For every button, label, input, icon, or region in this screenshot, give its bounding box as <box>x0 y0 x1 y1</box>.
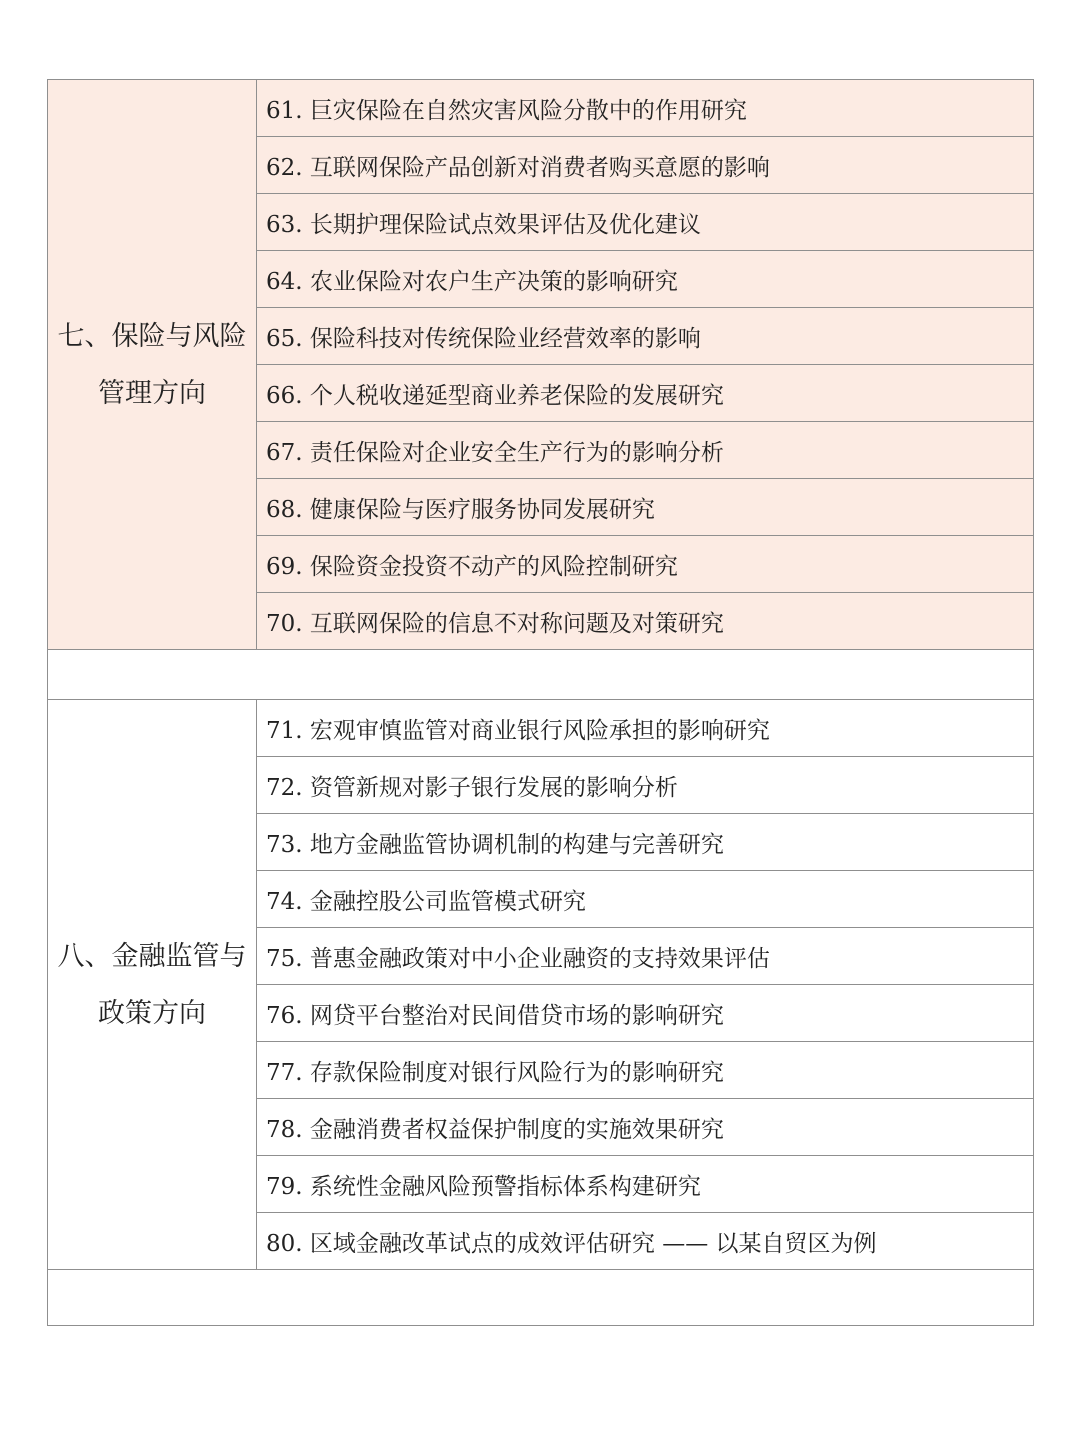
topic-item: 62. 互联网保险产品创新对消费者购买意愿的影响 <box>257 137 1034 194</box>
topic-item: 77. 存款保险制度对银行风险行为的影响研究 <box>257 1042 1034 1099</box>
topic-item: 67. 责任保险对企业安全生产行为的影响分析 <box>257 422 1034 479</box>
topic-item: 72. 资管新规对影子银行发展的影响分析 <box>257 757 1034 814</box>
topic-item: 80. 区域金融改革试点的成效评估研究 —— 以某自贸区为例 <box>257 1213 1034 1270</box>
table-row <box>48 700 1034 757</box>
spacer-row <box>48 650 1034 700</box>
category-title-line: 八、金融监管与 <box>57 940 247 972</box>
category-cell-regulation-policy <box>48 700 257 1270</box>
category-title-line: 政策方向 <box>98 997 206 1029</box>
topic-item: 71. 宏观审慎监管对商业银行风险承担的影响研究 <box>257 700 1034 757</box>
empty-cell <box>48 1270 1034 1326</box>
topic-item: 78. 金融消费者权益保护制度的实施效果研究 <box>257 1099 1034 1156</box>
topic-item: 68. 健康保险与医疗服务协同发展研究 <box>257 479 1034 536</box>
topic-item: 63. 长期护理保险试点效果评估及优化建议 <box>257 194 1034 251</box>
spacer-row <box>48 1270 1034 1326</box>
topic-item: 61. 巨灾保险在自然灾害风险分散中的作用研究 <box>257 80 1034 137</box>
topic-item: 75. 普惠金融政策对中小企业融资的支持效果评估 <box>257 928 1034 985</box>
topic-item: 73. 地方金融监管协调机制的构建与完善研究 <box>257 814 1034 871</box>
topic-item: 76. 网贷平台整治对民间借贷市场的影响研究 <box>257 985 1034 1042</box>
topic-item: 74. 金融控股公司监管模式研究 <box>257 871 1034 928</box>
topic-item: 69. 保险资金投资不动产的风险控制研究 <box>257 536 1034 593</box>
topic-item: 65. 保险科技对传统保险业经营效率的影响 <box>257 308 1034 365</box>
topic-item: 66. 个人税收递延型商业养老保险的发展研究 <box>257 365 1034 422</box>
topic-item: 70. 互联网保险的信息不对称问题及对策研究 <box>257 593 1034 650</box>
topic-table <box>47 79 1034 1326</box>
topic-item: 64. 农业保险对农户生产决策的影响研究 <box>257 251 1034 308</box>
empty-cell <box>48 650 1034 700</box>
category-title-line: 七、保险与风险 <box>57 320 247 352</box>
table-row <box>48 80 1034 137</box>
category-title-line: 管理方向 <box>98 377 206 409</box>
category-cell-insurance-risk <box>48 80 257 650</box>
topic-item: 79. 系统性金融风险预警指标体系构建研究 <box>257 1156 1034 1213</box>
